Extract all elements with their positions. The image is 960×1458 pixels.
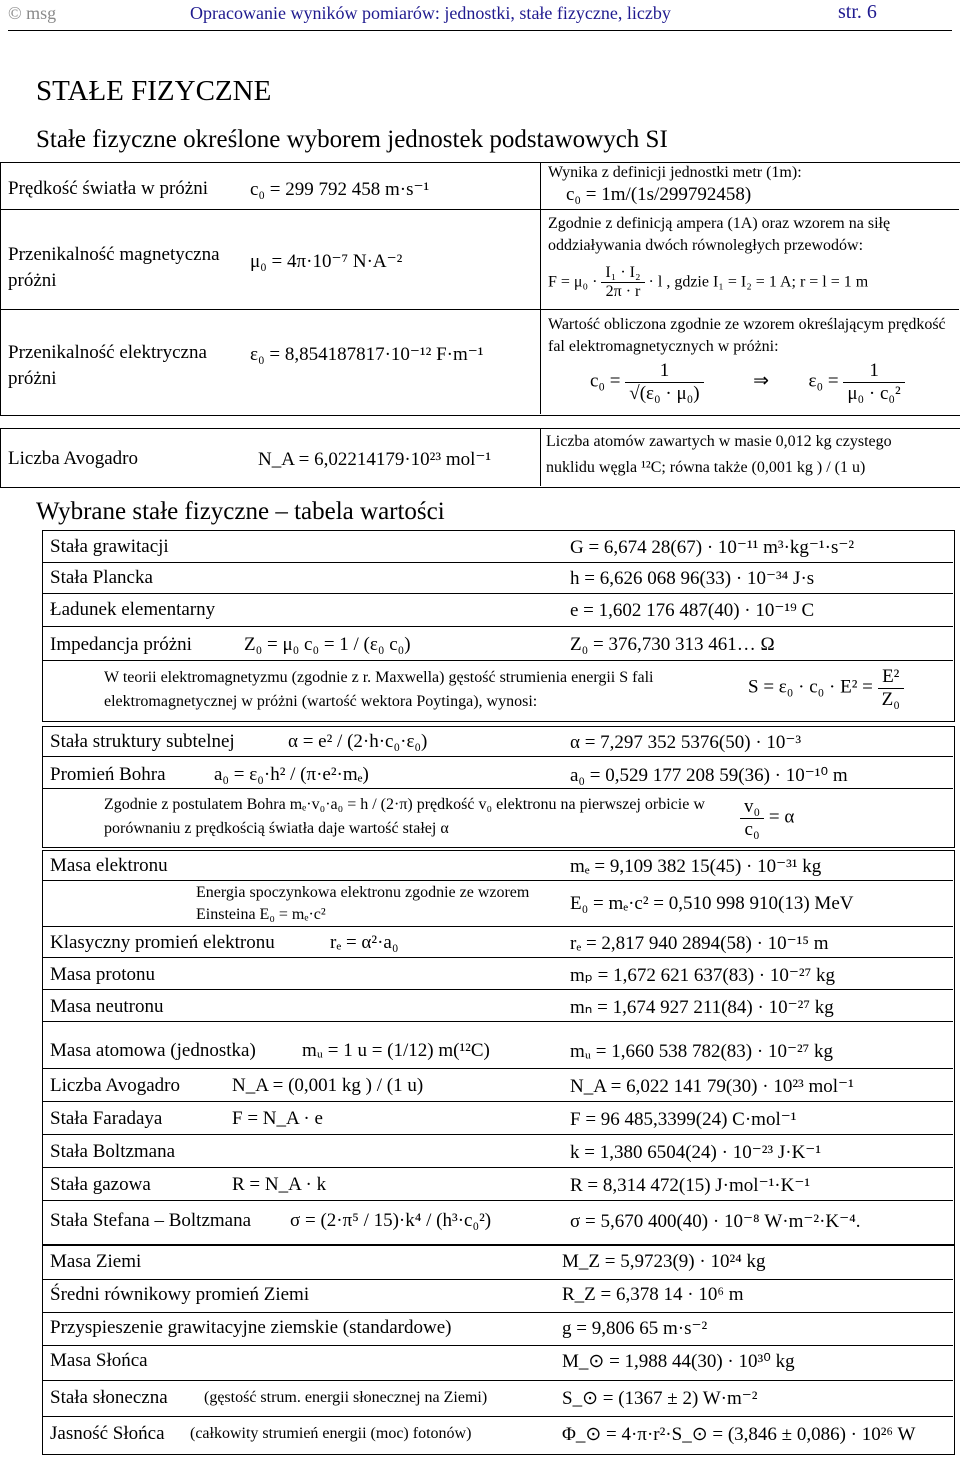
group-d-divider-2 (42, 1312, 953, 1313)
atomic-mass-formula: mᵤ = 1 u = (1/12) m(¹²C) (302, 1040, 490, 1061)
eps0-fraction (843, 360, 904, 405)
header-title: Opracowanie wyników pomiarów: jednostki, stałe fizyczne, liczby (190, 3, 671, 23)
gas-constant-value: R = 8,314 472(15) J·mol⁻¹·K⁻¹ (570, 1175, 811, 1196)
bohr-note-den: c₀ (744, 818, 760, 840)
group-d-divider-3 (42, 1345, 953, 1346)
electron-radius-label: Klasyczny promień elektronu (50, 932, 275, 953)
avogadro-equation: N_A = 6,02214179·10²³ mol⁻¹ (258, 449, 492, 470)
bohr-radius-label: Promień Bohra (50, 764, 166, 785)
solar-constant-value: S_⊙ = (1367 ± 2) W·m⁻² (562, 1388, 758, 1409)
si-note-divider-1 (540, 209, 959, 210)
eps0-fraction-den: μ₀ · c₀² (847, 382, 901, 404)
neutron-mass-value: mₙ = 1,674 927 211(84) · 10⁻²⁷ kg (570, 997, 834, 1018)
boltzmann-label: Stała Boltzmana (50, 1141, 176, 1162)
group-a-divider-3 (42, 626, 953, 627)
ampere-fraction (601, 264, 644, 302)
stefan-boltzmann-label: Stała Stefana – Boltzmana (50, 1210, 252, 1231)
faraday-label: Stała Faradaya (50, 1108, 163, 1129)
group-d-divider-5 (42, 1416, 953, 1417)
group-d-divider-4 (42, 1380, 953, 1381)
group-a-divider-1 (42, 562, 953, 563)
c0-formula-lhs: c₀ = (590, 370, 621, 392)
group-a-divider-2 (42, 593, 953, 594)
ampere-formula-rhs: · l , gdzie I₁ = I₂ = 1 A; r = l = 1 m (648, 273, 869, 291)
ampere-formula (548, 264, 868, 302)
boltzmann-value: k = 1,380 6504(24) · 10⁻²³ J·K⁻¹ (570, 1142, 822, 1163)
group-c-divider-8 (42, 1134, 953, 1135)
c0-label: Prędkość światła w próżni (8, 178, 208, 199)
poynting-num: E² (878, 666, 904, 689)
eps0-formula-lhs: ε₀ = (808, 370, 839, 392)
avogadro2-formula: N_A = (0,001 kg ) / (1 u) (232, 1075, 424, 1096)
einstein-text: Energia spoczynkowa elektronu zgodnie ze wzorem Einsteina E₀ = mₑ·c² (196, 884, 530, 923)
einstein-value: E₀ = mₑ·c² = 0,510 998 910(13) MeV (570, 893, 854, 914)
gas-constant-formula: R = N_A · k (232, 1174, 327, 1195)
poynting-lhs: S = ε₀ · c₀ · E² = (748, 676, 873, 698)
eps0-fraction-num: 1 (843, 360, 904, 383)
charge-label: Ładunek elementarny (50, 599, 216, 620)
section1-title: Stałe fizyczne określone wyborem jednostek podstawowych SI (36, 126, 668, 153)
si-row-divider-2 (0, 309, 540, 310)
avogadro2-value: N_A = 6,022 141 79(30) · 10²³ mol⁻¹ (570, 1076, 854, 1097)
group-b-divider-2 (42, 788, 953, 789)
bohr-radius-value: a₀ = 0,529 177 208 59(36) · 10⁻¹⁰ m (570, 765, 848, 786)
avogadro-col-divider (540, 428, 541, 486)
group-c-divider-10 (42, 1200, 953, 1201)
impedance-label: Impedancja próżni (50, 634, 192, 655)
poynting-den: Z₀ (881, 688, 900, 710)
atomic-mass-label: Masa atomowa (jednostka) (50, 1040, 256, 1061)
proton-mass-label: Masa protonu (50, 964, 156, 985)
gas-constant-label: Stała gazowa (50, 1174, 151, 1195)
gravity-label: Stała grawitacji (50, 536, 169, 557)
avogadro2-label: Liczba Avogadro (50, 1075, 180, 1096)
planck-value: h = 6,626 068 96(33) · 10⁻³⁴ J·s (570, 568, 815, 589)
impedance-value: Z₀ = 376,730 313 461… Ω (570, 634, 775, 655)
stefan-boltzmann-value: σ = 5,670 400(40) · 10⁻⁸ W·m⁻²·K⁻⁴. (570, 1211, 861, 1232)
ampere-note-text: Zgodnie z definicją ampera (1A) oraz wzorem na siłę oddziaływania dwóch równoległych przewodów: (548, 215, 891, 254)
solar-constant-note: (gęstość strum. energii słonecznej na Ziemi) (204, 1389, 488, 1406)
charge-value: e = 1,602 176 487(40) · 10⁻¹⁹ C (570, 600, 815, 621)
bohr-note-formula (740, 796, 794, 841)
bohr-note-fraction (740, 796, 764, 841)
group-c-divider-2 (42, 926, 953, 927)
solar-constant-label: Stała słoneczna (50, 1387, 168, 1408)
stefan-boltzmann-formula: σ = (2·π⁵ / 15)·k⁴ / (h³·c₀²) (290, 1210, 492, 1231)
sun-luminosity-value: Φ_⊙ = 4·π·r²·S_⊙ = (3,846 ± 0,086) · 10²⁶ W (562, 1424, 916, 1445)
avogadro-note-line1: Liczba atomów zawartych w masie 0,012 kg czystego (546, 433, 892, 450)
implies-arrow: ⇒ (753, 370, 770, 392)
electron-radius-formula: rₑ = α²·a₀ (330, 932, 399, 953)
poynting-fraction (878, 666, 904, 711)
atomic-mass-value: mᵤ = 1,660 538 782(83) · 10⁻²⁷ kg (570, 1041, 834, 1062)
electron-radius-value: rₑ = 2,817 940 2894(58) · 10⁻¹⁵ m (570, 933, 829, 954)
avogadro-note-line2: nuklidu węgla ¹²C; równa także (0,001 kg ) / (1 u) (546, 459, 866, 476)
fine-structure-label: Stała struktury subtelnej (50, 731, 235, 752)
eps0-label: Przenikalność elektryczna próżni (8, 342, 207, 389)
eps-note-text: Wartość obliczona zgodnie ze wzorem określającym prędkość fal elektromagnetycznych w próżni: (548, 316, 946, 355)
group-d-divider-1 (42, 1279, 953, 1280)
sun-mass-value: M_⊙ = 1,988 44(30) · 10³⁰ kg (562, 1351, 795, 1372)
gravity-value: G = 6,674 28(67) · 10⁻¹¹ m³·kg⁻¹·s⁻² (570, 537, 855, 558)
group-c-divider-4 (42, 989, 953, 990)
group-c-divider-1 (42, 880, 953, 881)
section2-title: Wybrane stałe fizyczne – tabela wartości (36, 498, 445, 525)
ampere-fraction-num: I₁ · I₂ (601, 264, 644, 283)
sun-luminosity-label: Jasność Słońca (50, 1423, 165, 1444)
faraday-formula: F = N_A · e (232, 1108, 323, 1129)
poynting-formula (748, 666, 904, 711)
avogadro-label: Liczba Avogadro (8, 448, 138, 469)
gravity-accel-value: g = 9,806 65 m·s⁻² (562, 1318, 708, 1339)
c0-fraction-num: 1 (625, 360, 703, 383)
si-col-divider (540, 162, 541, 414)
meter-note-line1: Wynika z definicji jednostki metr (1m): (548, 164, 802, 181)
si-row-divider-1 (0, 209, 540, 210)
electron-mass-label: Masa elektronu (50, 855, 168, 876)
ampere-fraction-den: 2π · r (605, 283, 641, 301)
earth-mass-label: Masa Ziemi (50, 1251, 142, 1272)
page-number: str. 6 (838, 1, 877, 23)
proton-mass-value: mₚ = 1,672 621 637(83) · 10⁻²⁷ kg (570, 965, 835, 986)
bohr-radius-formula: a₀ = ε₀·h² / (π·e²·mₑ) (214, 764, 369, 785)
faraday-value: F = 96 485,3399(24) C·mol⁻¹ (570, 1109, 797, 1130)
fine-structure-value: α = 7,297 352 5376(50) · 10⁻³ (570, 732, 802, 753)
mu0-label: Przenikalność magnetyczna próżni (8, 244, 220, 291)
si-note-divider-2 (540, 309, 959, 310)
group-c-divider-3 (42, 957, 953, 958)
copyright-label: © msg (8, 3, 57, 23)
group-c-divider-6 (42, 1068, 953, 1069)
bohr-note-num: v₀ (740, 796, 764, 819)
earth-radius-label: Średni równikowy promień Ziemi (50, 1284, 310, 1305)
bohr-note-text: Zgodnie z postulatem Bohra mₑ·v₀·a₀ = h / (2·π) prędkość v₀ elektronu na pierwszej orbicie w porównaniu z prędkością światła daje wartość stałej α (104, 796, 705, 837)
planck-label: Stała Plancka (50, 567, 153, 588)
earth-mass-value: M_Z = 5,9723(9) · 10²⁴ kg (562, 1251, 766, 1272)
bohr-note-rhs: = α (768, 806, 795, 828)
header-rule (8, 30, 952, 31)
eps0-equation: ε₀ = 8,854187817·10⁻¹² F·m⁻¹ (250, 344, 484, 365)
c0-fraction (625, 360, 703, 405)
meter-note-line2: c₀ = 1m/(1s/299792458) (566, 184, 752, 205)
electron-mass-value: mₑ = 9,109 382 15(45) · 10⁻³¹ kg (570, 856, 822, 877)
fine-structure-formula: α = e² / (2·h·c₀·ε₀) (288, 731, 428, 752)
neutron-mass-label: Masa neutronu (50, 996, 164, 1017)
c0-equation: c₀ = 299 792 458 m·s⁻¹ (250, 179, 430, 200)
impedance-formula: Z₀ = μ₀ c₀ = 1 / (ε₀ c₀) (244, 634, 411, 655)
main-title: STAŁE FIZYCZNE (36, 75, 272, 107)
c0-fraction-den: √(ε₀ · μ₀) (629, 382, 700, 404)
group-c-divider-9 (42, 1167, 953, 1168)
earth-radius-value: R_Z = 6,378 14 · 10⁶ m (562, 1284, 744, 1305)
group-c-divider-5 (42, 1021, 953, 1022)
ampere-formula-lhs: F = μ₀ · (548, 273, 598, 291)
sun-mass-label: Masa Słońca (50, 1350, 148, 1371)
poynting-text: W teorii elektromagnetyzmu (zgodnie z r. Maxwella) gęstość strumienia energii S fali elektromagnetycznej w próżni (wartość wektora Poytinga), wynosi: (104, 669, 654, 710)
group-a-divider-4 (42, 660, 953, 661)
mu0-equation: μ₀ = 4π·10⁻⁷ N·A⁻² (250, 251, 403, 272)
group-b-divider-1 (42, 756, 953, 757)
gravity-accel-label: Przyspieszenie grawitacyjne ziemskie (standardowe) (50, 1317, 452, 1338)
eps-formulas (590, 360, 905, 405)
group-c-divider-7 (42, 1101, 953, 1102)
sun-luminosity-note: (całkowity strumień energii (moc) fotonów) (190, 1425, 472, 1442)
